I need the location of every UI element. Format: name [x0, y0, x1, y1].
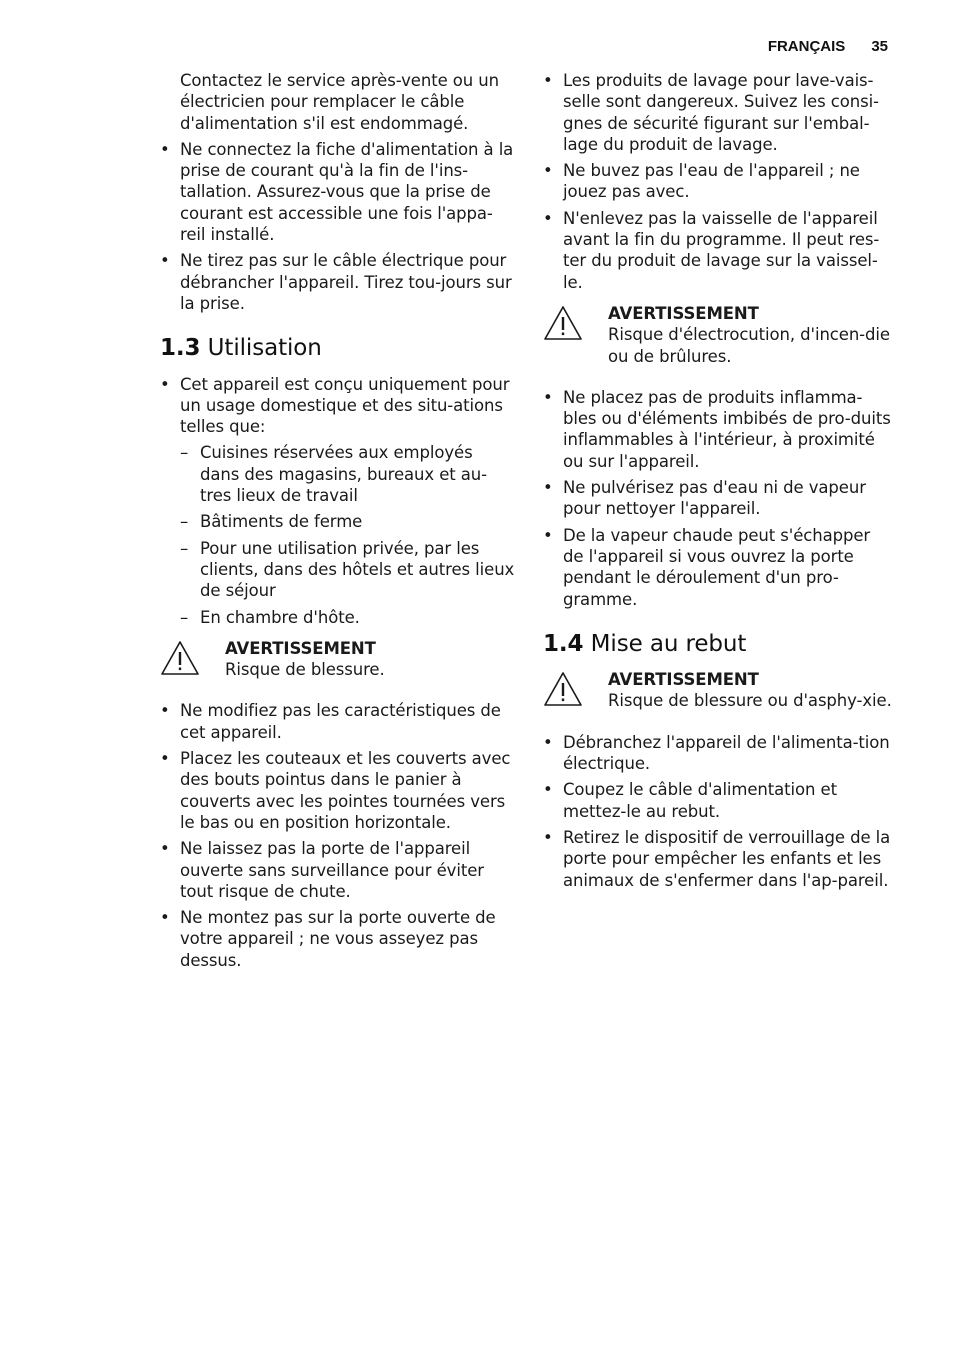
section-heading-utilisation: 1.3 Utilisation — [160, 335, 322, 362]
list-item: • Placez les couteaux et les couverts avec des bouts pointus dans le panier à couverts avec les pointes tournées vers le bas ou en position horizontale. — [160, 749, 511, 832]
sub-list — [180, 442, 515, 627]
warning-block — [543, 669, 893, 712]
bullet-icon: • — [543, 208, 553, 228]
dash-icon: – — [180, 538, 189, 558]
bullet-icon: • — [543, 827, 553, 847]
list-item: • Débranchez l'appareil de l'alimenta-tion électrique. — [543, 732, 890, 774]
sub-list-item: – Pour une utilisation privée, par les clients, dans des hôtels et autres lieux de séjour — [180, 538, 515, 601]
warning-block — [543, 303, 893, 367]
list-item: • Cet appareil est conçu uniquement pour un usage domestique et des situ-ations telles que: – Cuisines réservées aux employés dans des magasins, bureaux et au-tres lieux de travail – Bâtiments de ferme – Pour une utilisation privée, par les clients, dans des hôtels et autres lieux de séjour – En chambre d'hôte. — [160, 374, 515, 627]
warning-text: Risque de blessure ou d'asphy-xie. — [608, 691, 892, 711]
bullet-icon: • — [160, 701, 170, 721]
list-item: • Coupez le câble d'alimentation et mettez-le au rebut. — [543, 780, 837, 821]
list-item: • Ne buvez pas l'eau de l'appareil ; ne jouez pas avec. — [543, 161, 860, 202]
bullet-list-mise-au-rebut — [543, 732, 893, 891]
list-item: • Ne tirez pas sur le câble électrique pour débrancher l'appareil. Tirez tou-jours sur la prise. — [160, 251, 512, 313]
intro-paragraph: Contactez le service après-vente ou un électricien pour remplacer le câble d'alimentation s'il est endommagé. — [180, 71, 499, 133]
dash-icon: – — [180, 607, 189, 627]
bullet-list-top-right — [543, 70, 893, 293]
warning-triangle-icon — [160, 640, 200, 676]
bullet-list-after-warning — [160, 700, 515, 971]
warning-title: AVERTISSEMENT — [608, 303, 759, 323]
bullet-list-mid-right — [543, 387, 893, 610]
list-item: • Ne connectez la fiche d'alimentation à la prise de courant qu'à la fin de l'ins-tallation. Assurez-vous que la prise de courant est accessible une fois l'appa-reil installé. — [160, 139, 514, 245]
dash-icon: – — [180, 512, 189, 532]
sub-list-item: – Bâtiments de ferme — [180, 512, 363, 532]
bullet-icon: • — [160, 251, 170, 271]
bullet-list-top-left — [160, 139, 515, 314]
bullet-icon: • — [160, 374, 170, 394]
dash-icon: – — [180, 443, 189, 463]
bullet-icon: • — [543, 732, 553, 752]
bullet-icon: • — [543, 71, 553, 90]
list-item: • N'enlevez pas la vaisselle de l'appareil avant la fin du programme. Il peut res-ter du produit de lavage sur la vaissel-le. — [543, 208, 880, 292]
bullet-icon: • — [160, 749, 170, 769]
sub-list-item: – En chambre d'hôte. — [180, 607, 360, 627]
warning-title: AVERTISSEMENT — [225, 638, 376, 658]
bullet-icon: • — [543, 387, 553, 407]
left-column — [160, 70, 515, 976]
page-number: 35 — [871, 38, 888, 55]
warning-text: Risque de blessure. — [225, 660, 385, 680]
list-item: • Ne pulvérisez pas d'eau ni de vapeur pour nettoyer l'appareil. — [543, 478, 866, 519]
bullet-icon: • — [543, 780, 553, 800]
warning-triangle-icon — [543, 305, 583, 341]
page-header — [768, 38, 888, 55]
list-item: • Ne laissez pas la porte de l'appareil ouverte sans surveillance pour éviter tout risque de chute. — [160, 839, 484, 901]
section-heading-mise-au-rebut: 1.4 Mise au rebut — [543, 630, 747, 657]
language-label: FRANÇAIS — [767, 38, 846, 55]
bullet-icon: • — [160, 139, 170, 159]
list-item: • Ne placez pas de produits inflamma-bles ou d'éléments imbibés de pro-duits inflammables à l'intérieur, à proximité ou sur l'appareil. — [543, 387, 891, 471]
bullet-icon: • — [543, 478, 553, 498]
list-item: • Ne montez pas sur la porte ouverte de votre appareil ; ne vous asseyez pas dessus. — [160, 908, 496, 970]
warning-title: AVERTISSEMENT — [608, 670, 759, 690]
list-item: • Les produits de lavage pour lave-vais-selle sont dangereux. Suivez les consi-gnes de sécurité figurant sur l'embal-lage du produit de lavage. — [543, 71, 879, 154]
bullet-icon: • — [160, 908, 170, 928]
right-column — [543, 70, 893, 896]
warning-text: Risque d'électrocution, d'incen-die ou de brûlures. — [608, 325, 890, 366]
bullet-icon: • — [160, 839, 170, 859]
warning-block — [160, 638, 515, 681]
warning-triangle-icon — [543, 671, 583, 707]
bullet-icon: • — [543, 161, 553, 181]
bullet-icon: • — [543, 525, 553, 545]
list-item: • Retirez le dispositif de verrouillage de la porte pour empêcher les enfants et les animaux de s'enfermer dans l'ap-pareil. — [543, 827, 891, 890]
list-item: • De la vapeur chaude peut s'échapper de l'appareil si vous ouvrez la porte pendant le déroulement d'un pro-gramme. — [543, 525, 871, 609]
list-item: • Ne modifiez pas les caractéristiques de cet appareil. — [160, 701, 501, 742]
bullet-list-utilisation — [160, 374, 515, 628]
sub-list-item: – Cuisines réservées aux employés dans des magasins, bureaux et au-tres lieux de travail — [180, 443, 488, 506]
